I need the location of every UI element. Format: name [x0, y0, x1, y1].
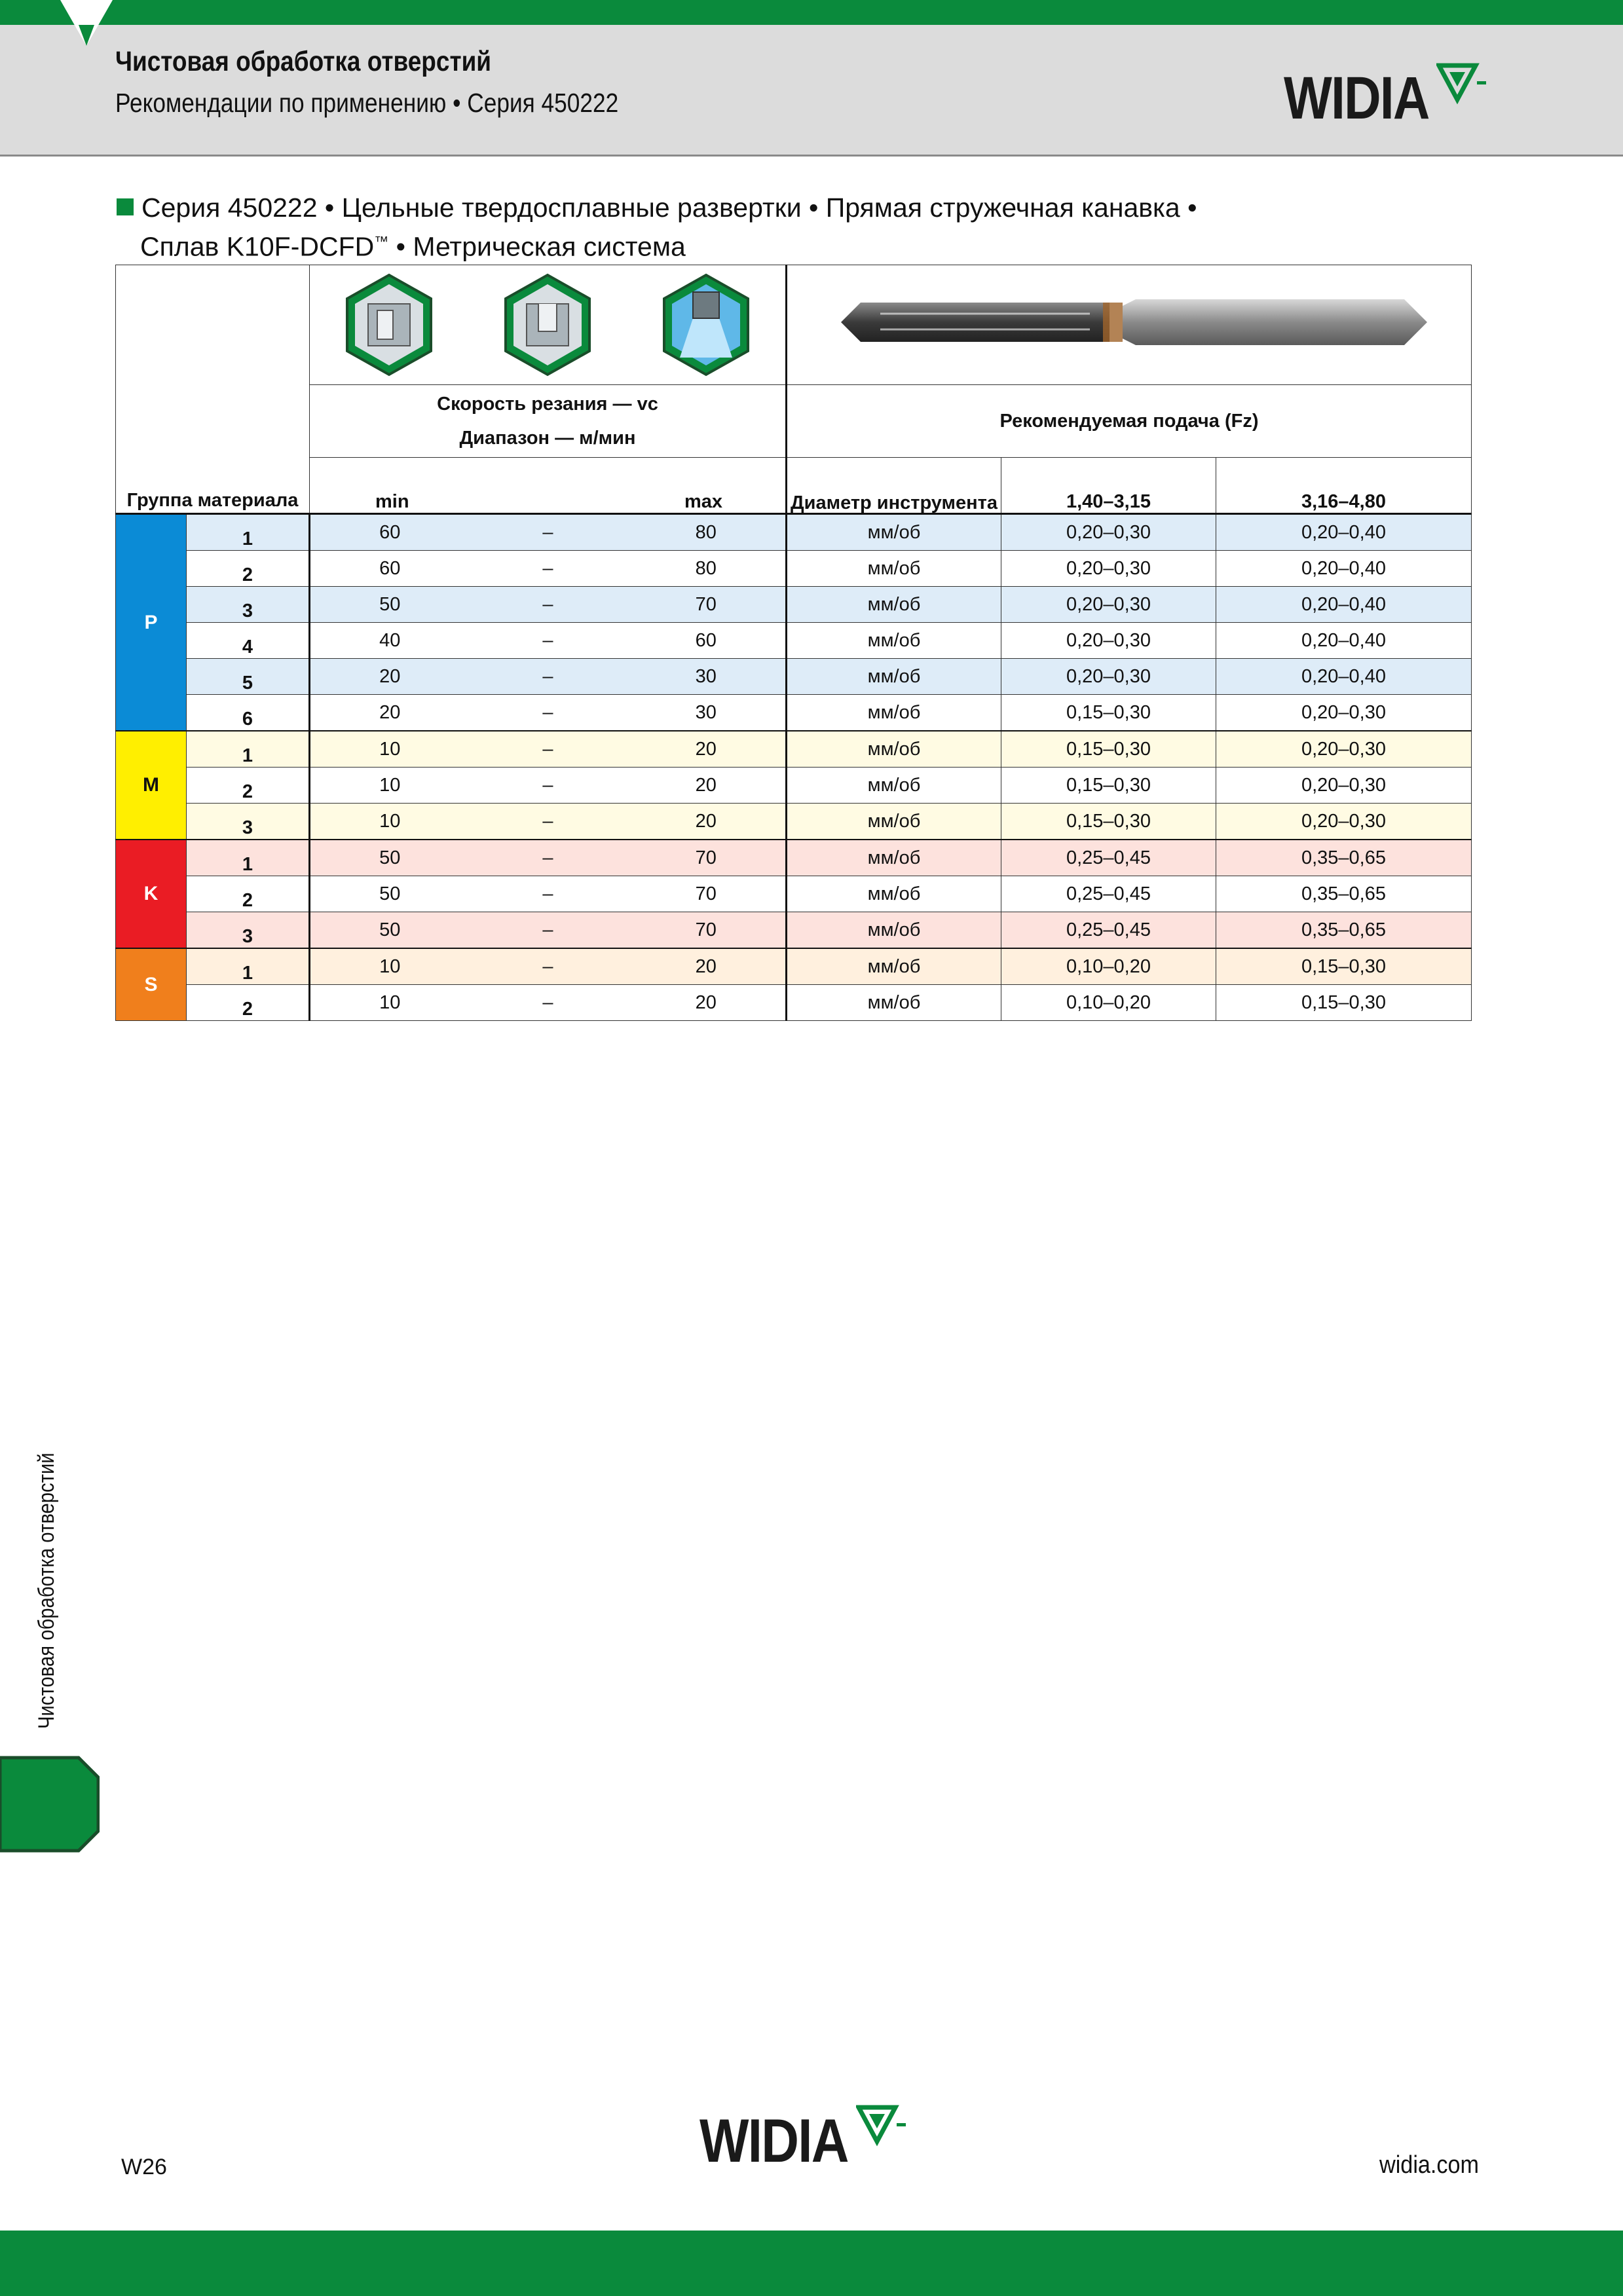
- feed-d2: 0,20–0,40: [1216, 587, 1472, 623]
- top-green-bar: [0, 0, 1623, 25]
- row-number: 1: [187, 840, 310, 876]
- speed-dash: –: [470, 948, 627, 985]
- feed-d1: 0,25–0,45: [1001, 840, 1216, 876]
- speed-max: 20: [627, 768, 787, 804]
- row-number: 1: [187, 514, 310, 551]
- speed-min: 20: [310, 659, 470, 695]
- row-number: 5: [187, 659, 310, 695]
- table-row: [116, 623, 1472, 659]
- speed-max: 80: [627, 514, 787, 551]
- speed-dash: –: [470, 695, 627, 731]
- feed-d2: 0,20–0,30: [1216, 768, 1472, 804]
- table-row: [116, 804, 1472, 840]
- speed-dash: –: [470, 768, 627, 804]
- table-row: [116, 587, 1472, 623]
- speed-max: 70: [627, 587, 787, 623]
- speed-max: 20: [627, 985, 787, 1021]
- speed-min: 50: [310, 840, 470, 876]
- speed-min: 50: [310, 876, 470, 912]
- bottom-green-bar: [0, 2231, 1623, 2296]
- speed-dash: –: [470, 840, 627, 876]
- speed-min: 60: [310, 551, 470, 587]
- feed-d1: 0,25–0,45: [1001, 912, 1216, 949]
- footer-widia-logo: [700, 2106, 908, 2175]
- reamer-image: [787, 265, 1472, 385]
- table-row: [116, 840, 1472, 876]
- speed-max: 70: [627, 840, 787, 876]
- speed-max: 30: [627, 695, 787, 731]
- widia-logo: [1284, 65, 1489, 132]
- speed-min: 50: [310, 912, 470, 949]
- table-row: [116, 695, 1472, 731]
- reamer-tool-icon: [815, 286, 1444, 358]
- application-icons: [310, 265, 787, 385]
- speed-dash: –: [470, 551, 627, 587]
- diameter-col-1: 1,40–3,15: [1001, 458, 1216, 514]
- speed-dash: –: [470, 804, 627, 840]
- speed-max: 60: [627, 623, 787, 659]
- side-tab-marker: [0, 1755, 100, 1853]
- logo-text: WIDIA: [1284, 65, 1429, 132]
- feed-d1: 0,20–0,30: [1001, 551, 1216, 587]
- feed-d1: 0,10–0,20: [1001, 985, 1216, 1021]
- feed-unit: мм/об: [787, 912, 1001, 949]
- feed-d2: 0,20–0,30: [1216, 804, 1472, 840]
- feed-d2: 0,15–0,30: [1216, 985, 1472, 1021]
- feed-d2: 0,35–0,65: [1216, 840, 1472, 876]
- feed-unit: мм/об: [787, 623, 1001, 659]
- feed-unit: мм/об: [787, 768, 1001, 804]
- page-number: W26: [121, 2155, 167, 2179]
- row-number: 2: [187, 551, 310, 587]
- speed-min: 10: [310, 768, 470, 804]
- table-row: [116, 514, 1472, 551]
- speed-dash: –: [470, 623, 627, 659]
- feed-unit: мм/об: [787, 695, 1001, 731]
- diameter-col-2: 3,16–4,80: [1216, 458, 1472, 514]
- feed-d2: 0,35–0,65: [1216, 876, 1472, 912]
- feed-d1: 0,10–0,20: [1001, 948, 1216, 985]
- table-row: [116, 948, 1472, 985]
- material-group-m: M: [116, 731, 187, 840]
- feed-d1: 0,20–0,30: [1001, 659, 1216, 695]
- feed-d1: 0,15–0,30: [1001, 804, 1216, 840]
- material-group-header: Группа материала: [116, 265, 310, 514]
- table-row: [116, 768, 1472, 804]
- page-title: Чистовая обработка отверстий: [115, 46, 492, 77]
- speed-dash: –: [470, 985, 627, 1021]
- material-group-s: S: [116, 948, 187, 1021]
- corner-triangle-icon: [60, 0, 113, 52]
- feed-d1: 0,25–0,45: [1001, 876, 1216, 912]
- speed-dash: –: [470, 514, 627, 551]
- speed-max: 80: [627, 551, 787, 587]
- feed-d2: 0,15–0,30: [1216, 948, 1472, 985]
- feed-unit: мм/об: [787, 948, 1001, 985]
- speed-max: 30: [627, 659, 787, 695]
- speed-max: 20: [627, 731, 787, 768]
- row-number: 1: [187, 948, 310, 985]
- row-number: 1: [187, 731, 310, 768]
- feed-d1: 0,15–0,30: [1001, 695, 1216, 731]
- speed-dash: –: [470, 912, 627, 949]
- coolant-icon: [660, 272, 752, 377]
- row-number: 3: [187, 587, 310, 623]
- feed-unit: мм/об: [787, 876, 1001, 912]
- min-header: min: [310, 458, 470, 514]
- speed-max: 20: [627, 948, 787, 985]
- speed-min: 50: [310, 587, 470, 623]
- speed-min: 10: [310, 985, 470, 1021]
- feed-d2: 0,20–0,40: [1216, 551, 1472, 587]
- feed-d2: 0,35–0,65: [1216, 912, 1472, 949]
- table-row: [116, 912, 1472, 949]
- widia-triangle-icon: [1436, 63, 1489, 109]
- feed-d2: 0,20–0,30: [1216, 695, 1472, 731]
- feed-unit: мм/об: [787, 659, 1001, 695]
- material-group-k: K: [116, 840, 187, 948]
- feed-d1: 0,15–0,30: [1001, 768, 1216, 804]
- speed-min: 40: [310, 623, 470, 659]
- speed-dash: –: [470, 876, 627, 912]
- speed-dash: –: [470, 587, 627, 623]
- footer-logo-text: WIDIA: [700, 2106, 848, 2175]
- speed-max: 70: [627, 912, 787, 949]
- feed-unit: мм/об: [787, 514, 1001, 551]
- feed-d2: 0,20–0,30: [1216, 731, 1472, 768]
- feed-unit: мм/об: [787, 804, 1001, 840]
- diameter-header: Диаметр инструмента: [787, 458, 1001, 514]
- feed-unit: мм/об: [787, 985, 1001, 1021]
- feed-d1: 0,20–0,30: [1001, 587, 1216, 623]
- section-title: Серия 450222 • Цельные твердосплавные развертки • Прямая стружечная канавка • Сплав K10F-DCFD™ • Метрическая система: [117, 191, 1197, 264]
- row-number: 3: [187, 912, 310, 949]
- feed-d1: 0,20–0,30: [1001, 623, 1216, 659]
- feed-unit: мм/об: [787, 587, 1001, 623]
- cutting-speed-header: Скорость резания — vc Диапазон — м/мин: [310, 385, 787, 458]
- speed-min: 10: [310, 804, 470, 840]
- feed-unit: мм/об: [787, 731, 1001, 768]
- speed-dash: –: [470, 659, 627, 695]
- feed-unit: мм/об: [787, 840, 1001, 876]
- row-number: 2: [187, 768, 310, 804]
- row-number: 4: [187, 623, 310, 659]
- speed-max: 20: [627, 804, 787, 840]
- feed-d1: 0,15–0,30: [1001, 731, 1216, 768]
- speed-min: 20: [310, 695, 470, 731]
- speed-min: 10: [310, 731, 470, 768]
- speed-max: 70: [627, 876, 787, 912]
- recommendations-table: [115, 265, 1472, 1021]
- max-header: max: [627, 458, 787, 514]
- row-number: 6: [187, 695, 310, 731]
- green-square-icon: [117, 198, 134, 215]
- speed-min: 60: [310, 514, 470, 551]
- table-row: [116, 985, 1472, 1021]
- table-row: [116, 659, 1472, 695]
- row-number: 3: [187, 804, 310, 840]
- side-section-label: Чистовая обработка отверстий: [34, 1453, 59, 1729]
- feed-d2: 0,20–0,40: [1216, 623, 1472, 659]
- table-row: [116, 731, 1472, 768]
- feed-d1: 0,20–0,30: [1001, 514, 1216, 551]
- feed-d2: 0,20–0,40: [1216, 659, 1472, 695]
- material-group-p: P: [116, 514, 187, 731]
- feed-d2: 0,20–0,40: [1216, 514, 1472, 551]
- speed-min: 10: [310, 948, 470, 985]
- footer-widia-triangle-icon: [856, 2105, 908, 2151]
- page-subtitle: Рекомендации по применению • Серия 450222: [115, 88, 619, 118]
- through-hole-icon: [343, 272, 435, 377]
- table-row: [116, 551, 1472, 587]
- row-number: 2: [187, 985, 310, 1021]
- website-link[interactable]: widia.com: [1379, 2151, 1480, 2179]
- feed-unit: мм/об: [787, 551, 1001, 587]
- feed-header: Рекомендуемая подача (Fz): [787, 385, 1472, 458]
- row-number: 2: [187, 876, 310, 912]
- blind-hole-icon: [502, 272, 593, 377]
- table-row: [116, 876, 1472, 912]
- speed-dash: –: [470, 731, 627, 768]
